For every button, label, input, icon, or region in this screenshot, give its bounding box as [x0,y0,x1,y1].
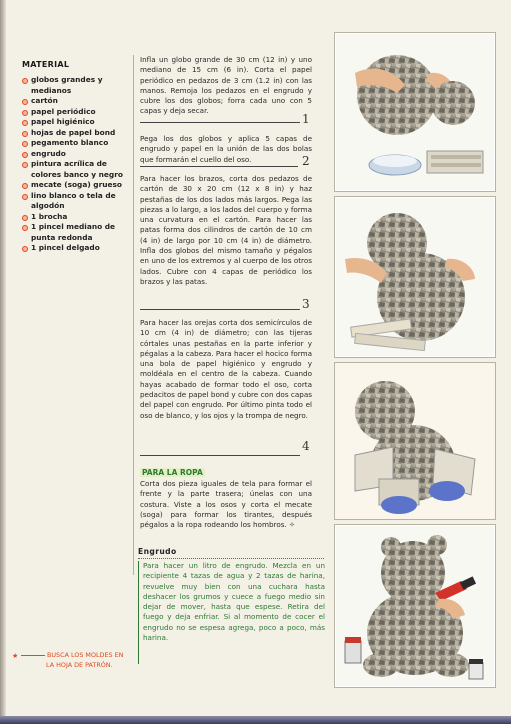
step-1-number: 1 [302,112,310,126]
engrudo-rule [138,558,324,559]
note-dash [21,655,45,656]
material-item: globos grandes y medianos [22,75,130,96]
material-item: lino blanco o tela de algodón [22,191,130,212]
material-item: cartón [22,96,130,107]
material-item: papel higiénico [22,117,130,128]
materials-section [22,60,130,254]
step-4-number: 4 [302,439,310,453]
material-item: pintura acrílica de colores banco y negro [22,159,130,180]
step-4-rule [140,455,300,456]
material-item: 1 brocha [22,212,130,223]
engrudo-section [138,547,324,667]
step-2-number: 2 [302,154,310,168]
material-item: papel periódico [22,107,130,118]
material-item: 1 pincel delgado [22,243,130,254]
column-divider [133,55,134,575]
star-icon: ★ [12,652,19,660]
ropa-text: Corta dos pieza iguales de tela para formar el frente y la parte trasera; únelas con una costura. Viste a los osos y corta el mecate (soga) para formar los tirantes, después pégalos a la ropa rodeando los hombros. ✧ [140,479,312,530]
engrudo-text: Para hacer un litro de engrudo. Mezcla en un recipiente 4 tazas de agua y 2 tazas de harina, revuelve muy bien con una cuchara hasta deshacer los grumos y cuece a fuego medio sin dejar de mover, hasta que espese. Retira del fuego y deja enfriar. Si al momento de cocer el engrudo no se espesa agrega, poco a poco, más harina. [138,561,325,664]
step-3-photo [334,362,496,520]
material-item: hojas de papel bond [22,128,130,139]
page-bottom-edge [0,716,511,724]
step-3-rule [140,309,300,310]
step-4-photo [334,524,496,688]
step-1-photo [334,32,496,192]
step-2-rule [140,166,298,167]
engrudo-title: Engrudo [138,547,177,556]
step-3-number: 3 [302,297,310,311]
material-item: pegamento blanco [22,138,130,149]
pattern-note [12,650,132,670]
materials-title: MATERIAL [22,60,70,69]
page-spine [0,0,6,724]
material-item: engrudo [22,149,130,160]
materials-list [22,75,130,254]
note-line-2: LA HOJA DE PATRÓN. [46,661,113,669]
ropa-title: PARA LA ROPA [142,468,203,477]
step-2-photo [334,196,496,358]
material-item: mecate (soga) grueso [22,180,130,191]
step-4-text: Para hacer las orejas corta dos semicírculos de 10 cm (4 in) de diámetro; con las tijeras córtales unas pestañas en la parte inferior y pégalas a la cabeza. Para hacer el hocico forma una bola de papel higiénico y engrudo y moldéala en el centro de la cabeza. Cuando hayas acabado de formar todo el oso, corta pedacitos de papel bond y cubre con dos capas del papel con engrudo. Por último pinta todo el oso de blanco, y los ojos y la trompa de negro. [140,318,312,420]
step-1-rule [140,122,300,123]
step-3-text: Para hacer los brazos, corta dos pedazos de cartón de 30 x 20 cm (12 x 8 in) y haz pestañas de los dos lados más largos. Pega las piezas a lo largo, a los lados del cuerpo y forma una curvatura en el cartón. Para hacer las patas forma dos cilindros de cartón de 10 cm (4 in) de largo por 10 cm (4 in) de diámetro. Infla dos globos del mismo tamaño y pégalos en uno de los extremos y al cuerpo de los otros lados. Cubre con 4 capas de periódico los brazos y las patas. [140,174,312,286]
note-line-1: BUSCA LOS MOLDES EN [47,651,124,659]
step-1-text: Infla un globo grande de 30 cm (12 in) y uno mediano de 15 cm (6 in). Corta el papel periódico en pedazos de 3 cm (1.2 in) con las manos. Remoja los pedazos en el engrudo y cubre los dos globos; forra cada uno con 5 capas y deja secar. [140,55,312,116]
material-item: 1 pincel mediano de punta redonda [22,222,130,243]
step-2-text: Pega los dos globos y aplica 5 capas de engrudo y papel en la unión de las dos bolas que formarán el cuello del oso. [140,134,312,164]
